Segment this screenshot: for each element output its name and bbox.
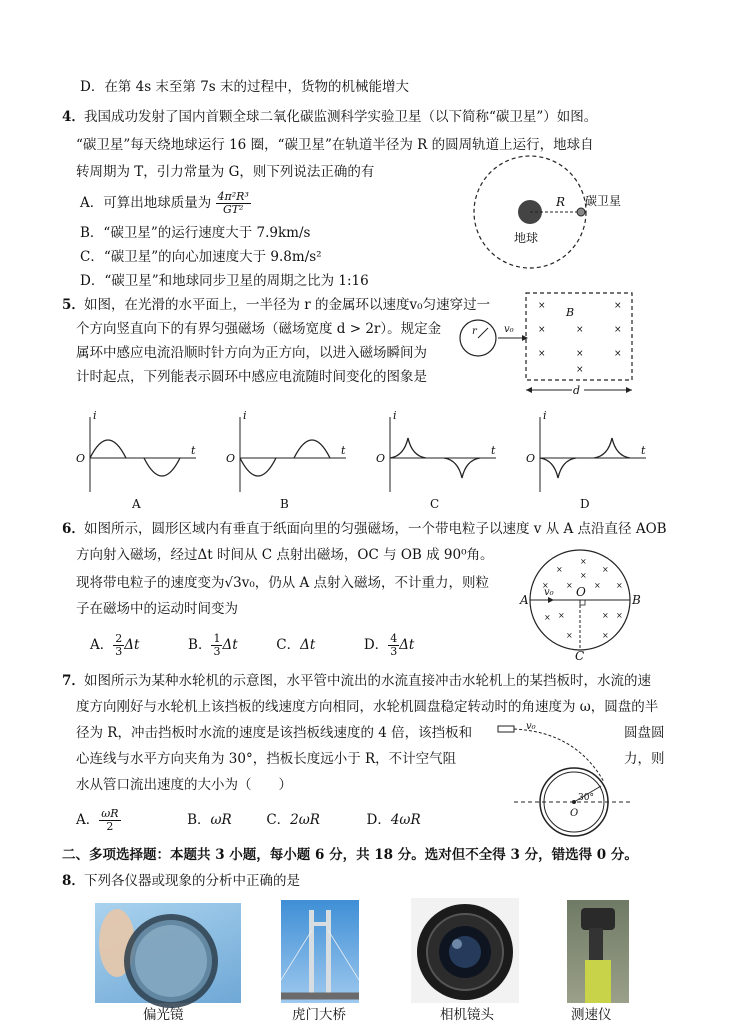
point-b-label: B [632, 593, 641, 607]
polarizer-photo [95, 903, 241, 1003]
q5-line-2: 个方向竖直向下的有界匀强磁场（磁场宽度 d > 2r）。规定金 [76, 321, 442, 337]
speed-gun-photo [567, 900, 629, 1003]
q6-line-1: 如图所示，圆形区域内有垂直于纸面向里的匀强磁场，一个带电粒子以速度 v 从 A 点沿直径 AOB [84, 521, 667, 537]
velocity-arrowhead [522, 335, 528, 341]
q6-line-2: 方向射入磁场，经过Δt 时间从 C 点射出磁场，OC 与 OB 成 90⁰角。 [76, 547, 494, 563]
q6-line-4: 子在磁场中的运动时间变为 [76, 601, 238, 617]
q6-option-d: D． $\frac{4}{3}$ Δt [363, 632, 415, 658]
caption-speed-gun: 测速仪 [571, 1007, 612, 1023]
q6-options [90, 627, 414, 663]
right-angle-mark [580, 600, 585, 605]
q5-line-1: 如图，在光滑的水平面上，一半径为 r 的金属环以速度v₀匀速穿过一 [84, 297, 491, 313]
svg-text:i: i [243, 409, 247, 422]
field-cross: × [614, 349, 622, 359]
svg-text:O: O [526, 452, 536, 465]
q4-option-a-prefix: A．可算出地球质量为 [80, 195, 212, 211]
field-crosses [538, 301, 622, 375]
graph-a [76, 409, 196, 511]
field-cross: × [580, 571, 587, 580]
field-cross: × [576, 349, 584, 359]
q7-line-1: 如图所示为某种水轮机的示意图，水平管中流出的水流直接冲击水轮机上的某挡板时，水流的速 [84, 673, 651, 689]
field-cross: × [566, 581, 573, 590]
field-cross: × [616, 611, 623, 620]
q4-number: 4． [62, 109, 85, 125]
width-label: d [573, 384, 581, 397]
q7-option-d: D．4ωR [366, 812, 421, 828]
q7-line-2: 度方向刚好与水轮机上该挡板的线速度方向相同，水轮机圆盘稳定转动时的角速度为 ω，圆盘的半 [76, 699, 659, 715]
field-label: B [566, 306, 575, 319]
q4-line-1: 我国成功发射了国内首颗全球二氧化碳监测科学实验卫星（以下简称“碳卫星”）如图。 [84, 109, 598, 125]
q8-text: 下列各仪器或现象的分析中正确的是 [84, 873, 300, 889]
q5-graph-options [70, 409, 670, 512]
svg-text:t: t [191, 444, 196, 457]
graph-b-label: B [280, 497, 289, 511]
q5-line-3: 属环中感应电流沿顺时针方向为正方向，以进入磁场瞬间为 [76, 345, 427, 361]
graph-b [226, 409, 346, 511]
q6-field-figure [518, 548, 648, 666]
q7-option-b: B．ωR [187, 812, 232, 828]
point-a-label: A [520, 593, 529, 607]
caption-polarizer: 偏光镜 [143, 1007, 184, 1023]
field-cross: × [558, 611, 565, 620]
q7-line-3-tail: 圆盘圆 [624, 725, 665, 741]
q7-line-5: 水从管口流出速度的大小为（ ） [76, 777, 292, 793]
q6-option-a: A． $\frac{2}{3}$ Δt [90, 632, 140, 658]
caption-bridge: 虎门大桥 [292, 1007, 346, 1023]
field-cross: × [594, 581, 601, 590]
field-cross: × [602, 565, 609, 574]
q7-option-a: A． $\frac{\omega R}{2}$ [76, 807, 119, 833]
field-cross: × [580, 557, 587, 566]
caption-lens: 相机镜头 [440, 1007, 494, 1023]
svg-text:O: O [76, 452, 86, 465]
water-pipe [498, 726, 514, 732]
disc-center [572, 800, 576, 804]
field-cross: × [556, 565, 563, 574]
field-cross: × [576, 365, 584, 375]
field-cross: × [538, 301, 546, 311]
field-cross: × [614, 301, 622, 311]
field-cross: × [538, 349, 546, 359]
q4-orbit-figure [470, 150, 640, 280]
graph-d-label: D [580, 497, 590, 511]
svg-text:i: i [93, 409, 97, 422]
q4-line-2: “碳卫星”每天绕地球运行 16 圈，“碳卫星”在轨道半径为 R 的圆周轨道上运行，地球自 [76, 137, 594, 153]
field-cross: × [538, 325, 546, 335]
q6-line-3: 现将带电粒子的速度变为√3v₀，仍从 A 点射入磁场，不计重力，则粒 [76, 575, 490, 591]
field-cross: × [544, 613, 551, 622]
satellite-icon [577, 208, 585, 216]
ring-radius-label: r [472, 326, 477, 337]
field-cross: × [614, 325, 622, 335]
svg-text:i: i [393, 409, 397, 422]
q7-number: 7． [62, 673, 85, 689]
angle-label: 30° [578, 793, 594, 803]
q4-option-c: C．“碳卫星”的向心加速度大于 9.8m/s² [80, 249, 322, 265]
q7-options [76, 802, 421, 838]
q6-number: 6． [62, 521, 85, 537]
q5-number: 5． [62, 297, 85, 313]
graph-a-label: A [132, 497, 141, 511]
q4-option-b: B．“碳卫星”的运行速度大于 7.9km/s [80, 225, 311, 241]
point-o-label: O [576, 585, 586, 599]
q5-field-figure [458, 290, 638, 400]
svg-text:O: O [226, 452, 236, 465]
satellite-label: 碳卫星 [585, 194, 622, 208]
ring-radius [478, 328, 488, 338]
camera-lens-photo [411, 898, 519, 1003]
point-c-label: C [575, 649, 585, 663]
radius-label: R [556, 195, 566, 209]
q6-option-c: C．Δt [276, 637, 316, 653]
q4-option-a [80, 188, 251, 218]
water-velocity-label: v₀ [526, 721, 536, 732]
field-cross: × [602, 611, 609, 620]
bridge-photo [281, 900, 359, 1003]
q5-line-4: 计时起点，下列能表示圆环中感应电流随时间变化的图象是 [76, 369, 427, 385]
water-trajectory [514, 729, 604, 782]
section-2-heading: 二、多项选择题：本题共 3 小题，每小题 6 分，共 18 分。选对但不全得 3 分，错选得 0 分。 [62, 847, 638, 863]
svg-text:O: O [376, 452, 386, 465]
width-arrow-left [526, 387, 532, 393]
center-label: O [570, 808, 579, 819]
graph-c-label: C [430, 497, 440, 511]
graph-c [376, 409, 496, 511]
earth-label: 地球 [514, 231, 539, 245]
field-cross: × [542, 581, 549, 590]
q8-number: 8． [62, 873, 85, 889]
q7-line-4-tail: 力，则 [624, 751, 665, 767]
field-cross: × [566, 631, 573, 640]
velocity-label: v₀ [504, 324, 514, 335]
field-cross: × [616, 581, 623, 590]
svg-text:i: i [543, 409, 547, 422]
q7-line-3: 径为 R，冲击挡板时水流的速度是该挡板线速度的 4 倍，该挡板和 [76, 725, 473, 741]
q6-option-b: B． $\frac{1}{3}$ Δt [188, 632, 238, 658]
svg-text:t: t [341, 444, 346, 457]
q7-line-4: 心连线与水平方向夹角为 30°，挡板长度远小于 R，不计空气阻 [76, 751, 457, 767]
graph-d [526, 409, 646, 511]
q3-option-d: D．在第 4s 末至第 7s 末的过程中，货物的机械能增大 [80, 79, 410, 95]
svg-text:t: t [641, 444, 646, 457]
width-arrow-right [626, 387, 632, 393]
q7-turbine-figure [496, 720, 636, 820]
q4-option-a-fraction [216, 191, 251, 216]
q4-option-a-numerator: 4π²R³ [217, 190, 249, 203]
q7-option-c: C．2ωR [266, 812, 320, 828]
velocity-label: v₀ [544, 587, 554, 598]
q4-line-3: 转周期为 T，引力常量为 G，则下列说法正确的有 [76, 164, 375, 180]
q4-option-a-denominator: GT² [222, 203, 244, 216]
svg-text:t: t [491, 444, 496, 457]
field-cross: × [576, 325, 584, 335]
q4-option-d: D．“碳卫星”和地球同步卫星的周期之比为 1:16 [80, 273, 369, 289]
field-cross: × [602, 631, 609, 640]
